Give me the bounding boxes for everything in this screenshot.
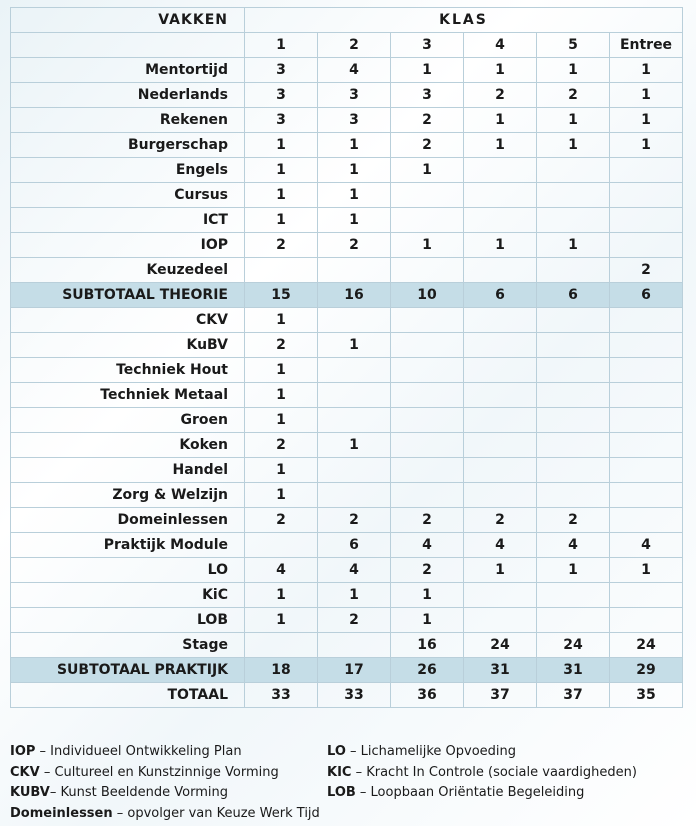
hours-cell: 35 [610,683,683,708]
hours-cell [391,183,464,208]
hours-cell: 1 [464,233,537,258]
hours-cell [464,608,537,633]
legend-key: LO [327,744,346,759]
hours-cell [464,258,537,283]
hours-cell [318,358,391,383]
hours-cell [537,183,610,208]
hours-cell: 10 [391,283,464,308]
hours-cell [391,483,464,508]
hours-cell: 1 [245,158,318,183]
hours-cell: 2 [245,508,318,533]
subject-name: Techniek Hout [11,358,245,383]
hours-cell [610,483,683,508]
table-row [11,558,683,583]
column-header: 5 [537,33,610,58]
hours-cell: 2 [245,233,318,258]
hours-cell [318,408,391,433]
hours-cell: 37 [464,683,537,708]
subject-name: Burgerschap [11,133,245,158]
column-header: Entree [610,33,683,58]
subject-name: TOTAAL [11,683,245,708]
hours-cell: 2 [391,108,464,133]
hours-cell: 24 [464,633,537,658]
hours-cell: 1 [537,108,610,133]
hours-cell: 1 [391,233,464,258]
hours-cell: 33 [318,683,391,708]
table-row [11,383,683,408]
table-row [11,58,683,83]
hours-cell [610,208,683,233]
hours-cell: 3 [245,83,318,108]
hours-cell: 1 [318,583,391,608]
hours-cell: 2 [391,508,464,533]
legend-text: – opvolger van Keuze Werk Tijd [112,805,320,821]
table-row [11,133,683,158]
subject-name: Mentortijd [11,58,245,83]
subject-name: SUBTOTAAL THEORIE [11,283,245,308]
legend-key: KIC [327,764,352,780]
hours-cell [464,158,537,183]
hours-cell [610,158,683,183]
hours-cell: 1 [391,608,464,633]
hours-cell [391,383,464,408]
hours-cell [610,408,683,433]
hours-cell: 36 [391,683,464,708]
hours-cell: 1 [318,183,391,208]
hours-cell: 2 [391,133,464,158]
legend-key: KUBV [10,785,50,800]
schedule-table [10,7,683,708]
table-row [11,458,683,483]
legend-item [10,804,320,825]
subject-name: Rekenen [11,108,245,133]
hours-cell [318,258,391,283]
hours-cell: 4 [318,558,391,583]
column-header: 4 [464,33,537,58]
subject-name: Praktijk Module [11,533,245,558]
hours-cell: 6 [464,283,537,308]
hours-cell [537,208,610,233]
subject-name: LO [11,558,245,583]
hours-cell: 1 [464,108,537,133]
subtotal-row [11,283,683,308]
hours-cell: 4 [464,533,537,558]
hours-cell: 1 [245,358,318,383]
hours-cell [464,308,537,333]
vakken-header: VAKKEN [11,8,245,33]
hours-cell: 1 [245,133,318,158]
subject-name: Stage [11,633,245,658]
hours-cell: 1 [537,133,610,158]
hours-cell: 26 [391,658,464,683]
subject-name: Koken [11,433,245,458]
hours-cell [610,308,683,333]
hours-cell [610,508,683,533]
subject-name: Techniek Metaal [11,383,245,408]
schedule-table-container [10,7,683,708]
hours-cell: 1 [245,308,318,333]
hours-cell: 1 [318,158,391,183]
hours-cell: 1 [537,58,610,83]
header-row-columns [11,33,683,58]
hours-cell [245,633,318,658]
hours-cell [464,333,537,358]
table-row [11,608,683,633]
subject-name: KiC [11,583,245,608]
hours-cell: 15 [245,283,318,308]
table-row [11,158,683,183]
column-header: 2 [318,33,391,58]
hours-cell [391,358,464,383]
hours-cell: 1 [318,208,391,233]
table-body [11,58,683,708]
legend-text: – Lichamelijke Opvoeding [345,744,517,759]
hours-cell: 1 [610,558,683,583]
hours-cell [318,308,391,333]
legend-key: IOP [10,744,36,759]
hours-cell: 1 [464,133,537,158]
hours-cell: 1 [391,583,464,608]
hours-cell: 37 [537,683,610,708]
hours-cell [245,258,318,283]
hours-cell: 1 [245,483,318,508]
hours-cell [610,333,683,358]
hours-cell [610,433,683,458]
table-row [11,633,683,658]
hours-cell: 2 [245,333,318,358]
hours-cell: 3 [318,108,391,133]
hours-cell [610,358,683,383]
hours-cell: 17 [318,658,391,683]
hours-cell [610,183,683,208]
subject-name: IOP [11,233,245,258]
hours-cell [537,333,610,358]
hours-cell: 1 [610,83,683,108]
table-row [11,258,683,283]
table-row [11,233,683,258]
subject-name: Engels [11,158,245,183]
total-row [11,683,683,708]
legend-item [10,742,320,763]
table-row [11,583,683,608]
hours-cell [610,383,683,408]
legend-left [10,742,320,824]
hours-cell [537,408,610,433]
legend-text: – Individueel Ontwikkeling Plan [35,744,242,759]
hours-cell [391,208,464,233]
hours-cell [391,408,464,433]
hours-cell: 1 [537,233,610,258]
hours-cell: 4 [245,558,318,583]
column-header: 1 [245,33,318,58]
hours-cell: 4 [391,533,464,558]
subject-name: Nederlands [11,83,245,108]
hours-cell [318,383,391,408]
legend-item [10,763,320,784]
subject-name: SUBTOTAAL PRAKTIJK [11,658,245,683]
legend-item [10,783,320,804]
legend-key: Domeinlessen [10,805,113,821]
hours-cell: 2 [610,258,683,283]
hours-cell [391,258,464,283]
header-empty-cell [11,33,245,58]
hours-cell [245,533,318,558]
hours-cell [610,583,683,608]
hours-cell [610,458,683,483]
hours-cell: 18 [245,658,318,683]
hours-cell [537,308,610,333]
hours-cell [537,158,610,183]
hours-cell: 1 [464,58,537,83]
hours-cell [464,208,537,233]
table-row [11,483,683,508]
hours-cell [464,458,537,483]
subject-name: KuBV [11,333,245,358]
hours-cell [464,433,537,458]
hours-cell: 2 [464,83,537,108]
hours-cell: 16 [318,283,391,308]
hours-cell: 1 [391,58,464,83]
legend-text: – Cultureel en Kunstzinnige Vorming [39,764,279,780]
subject-name: Domeinlessen [11,508,245,533]
legend-item [327,763,637,784]
hours-cell: 1 [245,183,318,208]
hours-cell [610,608,683,633]
hours-cell: 1 [537,558,610,583]
header-row-top [11,8,683,33]
table-row [11,433,683,458]
hours-cell: 6 [318,533,391,558]
hours-cell [464,183,537,208]
klas-header: KLAS [245,8,683,33]
hours-cell [537,608,610,633]
hours-cell: 29 [610,658,683,683]
hours-cell: 2 [318,508,391,533]
legend-text: – Loopbaan Oriëntatie Begeleiding [355,785,585,800]
hours-cell: 2 [464,508,537,533]
subject-name: LOB [11,608,245,633]
table-row [11,308,683,333]
subject-name: ICT [11,208,245,233]
hours-cell [318,633,391,658]
table-row [11,208,683,233]
legend-text: – Kunst Beeldende Vorming [49,785,228,800]
hours-cell: 1 [318,333,391,358]
table-row [11,333,683,358]
hours-cell: 2 [318,233,391,258]
legend-item [327,742,637,763]
hours-cell: 1 [245,208,318,233]
hours-cell: 31 [464,658,537,683]
subject-name: Zorg & Welzijn [11,483,245,508]
hours-cell: 31 [537,658,610,683]
hours-cell [537,358,610,383]
hours-cell: 3 [245,58,318,83]
hours-cell: 1 [318,133,391,158]
hours-cell: 2 [537,508,610,533]
hours-cell: 1 [610,133,683,158]
hours-cell: 1 [245,583,318,608]
hours-cell [464,583,537,608]
table-row [11,83,683,108]
hours-cell [537,483,610,508]
column-header: 3 [391,33,464,58]
legend-item [327,783,637,804]
hours-cell [391,458,464,483]
hours-cell: 1 [318,433,391,458]
hours-cell [537,458,610,483]
table-row [11,533,683,558]
hours-cell [537,583,610,608]
hours-cell: 1 [245,383,318,408]
table-row [11,358,683,383]
hours-cell [391,433,464,458]
hours-cell [464,383,537,408]
hours-cell: 1 [245,608,318,633]
table-row [11,408,683,433]
hours-cell: 1 [245,458,318,483]
hours-cell: 6 [537,283,610,308]
hours-cell: 2 [245,433,318,458]
table-row [11,183,683,208]
subject-name: Keuzedeel [11,258,245,283]
hours-cell: 4 [537,533,610,558]
subject-name: Cursus [11,183,245,208]
hours-cell: 2 [537,83,610,108]
legend-right [327,742,637,804]
subject-name: Groen [11,408,245,433]
hours-cell: 6 [610,283,683,308]
hours-cell [537,383,610,408]
hours-cell [464,358,537,383]
hours-cell: 4 [610,533,683,558]
subject-name: Handel [11,458,245,483]
hours-cell [464,408,537,433]
hours-cell: 33 [245,683,318,708]
table-row [11,108,683,133]
hours-cell: 1 [391,158,464,183]
hours-cell [464,483,537,508]
legend-key: LOB [327,785,356,800]
hours-cell: 24 [610,633,683,658]
hours-cell: 1 [245,408,318,433]
hours-cell: 16 [391,633,464,658]
hours-cell: 3 [391,83,464,108]
hours-cell [537,258,610,283]
hours-cell [537,433,610,458]
hours-cell: 4 [318,58,391,83]
subtotal-row [11,658,683,683]
hours-cell: 2 [318,608,391,633]
table-row [11,508,683,533]
hours-cell [318,483,391,508]
hours-cell: 1 [610,108,683,133]
subject-name: CKV [11,308,245,333]
hours-cell [391,308,464,333]
hours-cell: 24 [537,633,610,658]
hours-cell [318,458,391,483]
hours-cell: 1 [464,558,537,583]
hours-cell [391,333,464,358]
hours-cell: 1 [610,58,683,83]
hours-cell [610,233,683,258]
legend-key: CKV [10,764,40,780]
hours-cell: 3 [245,108,318,133]
hours-cell: 3 [318,83,391,108]
hours-cell: 2 [391,558,464,583]
legend-text: – Kracht In Controle (sociale vaardigheden) [351,764,637,780]
